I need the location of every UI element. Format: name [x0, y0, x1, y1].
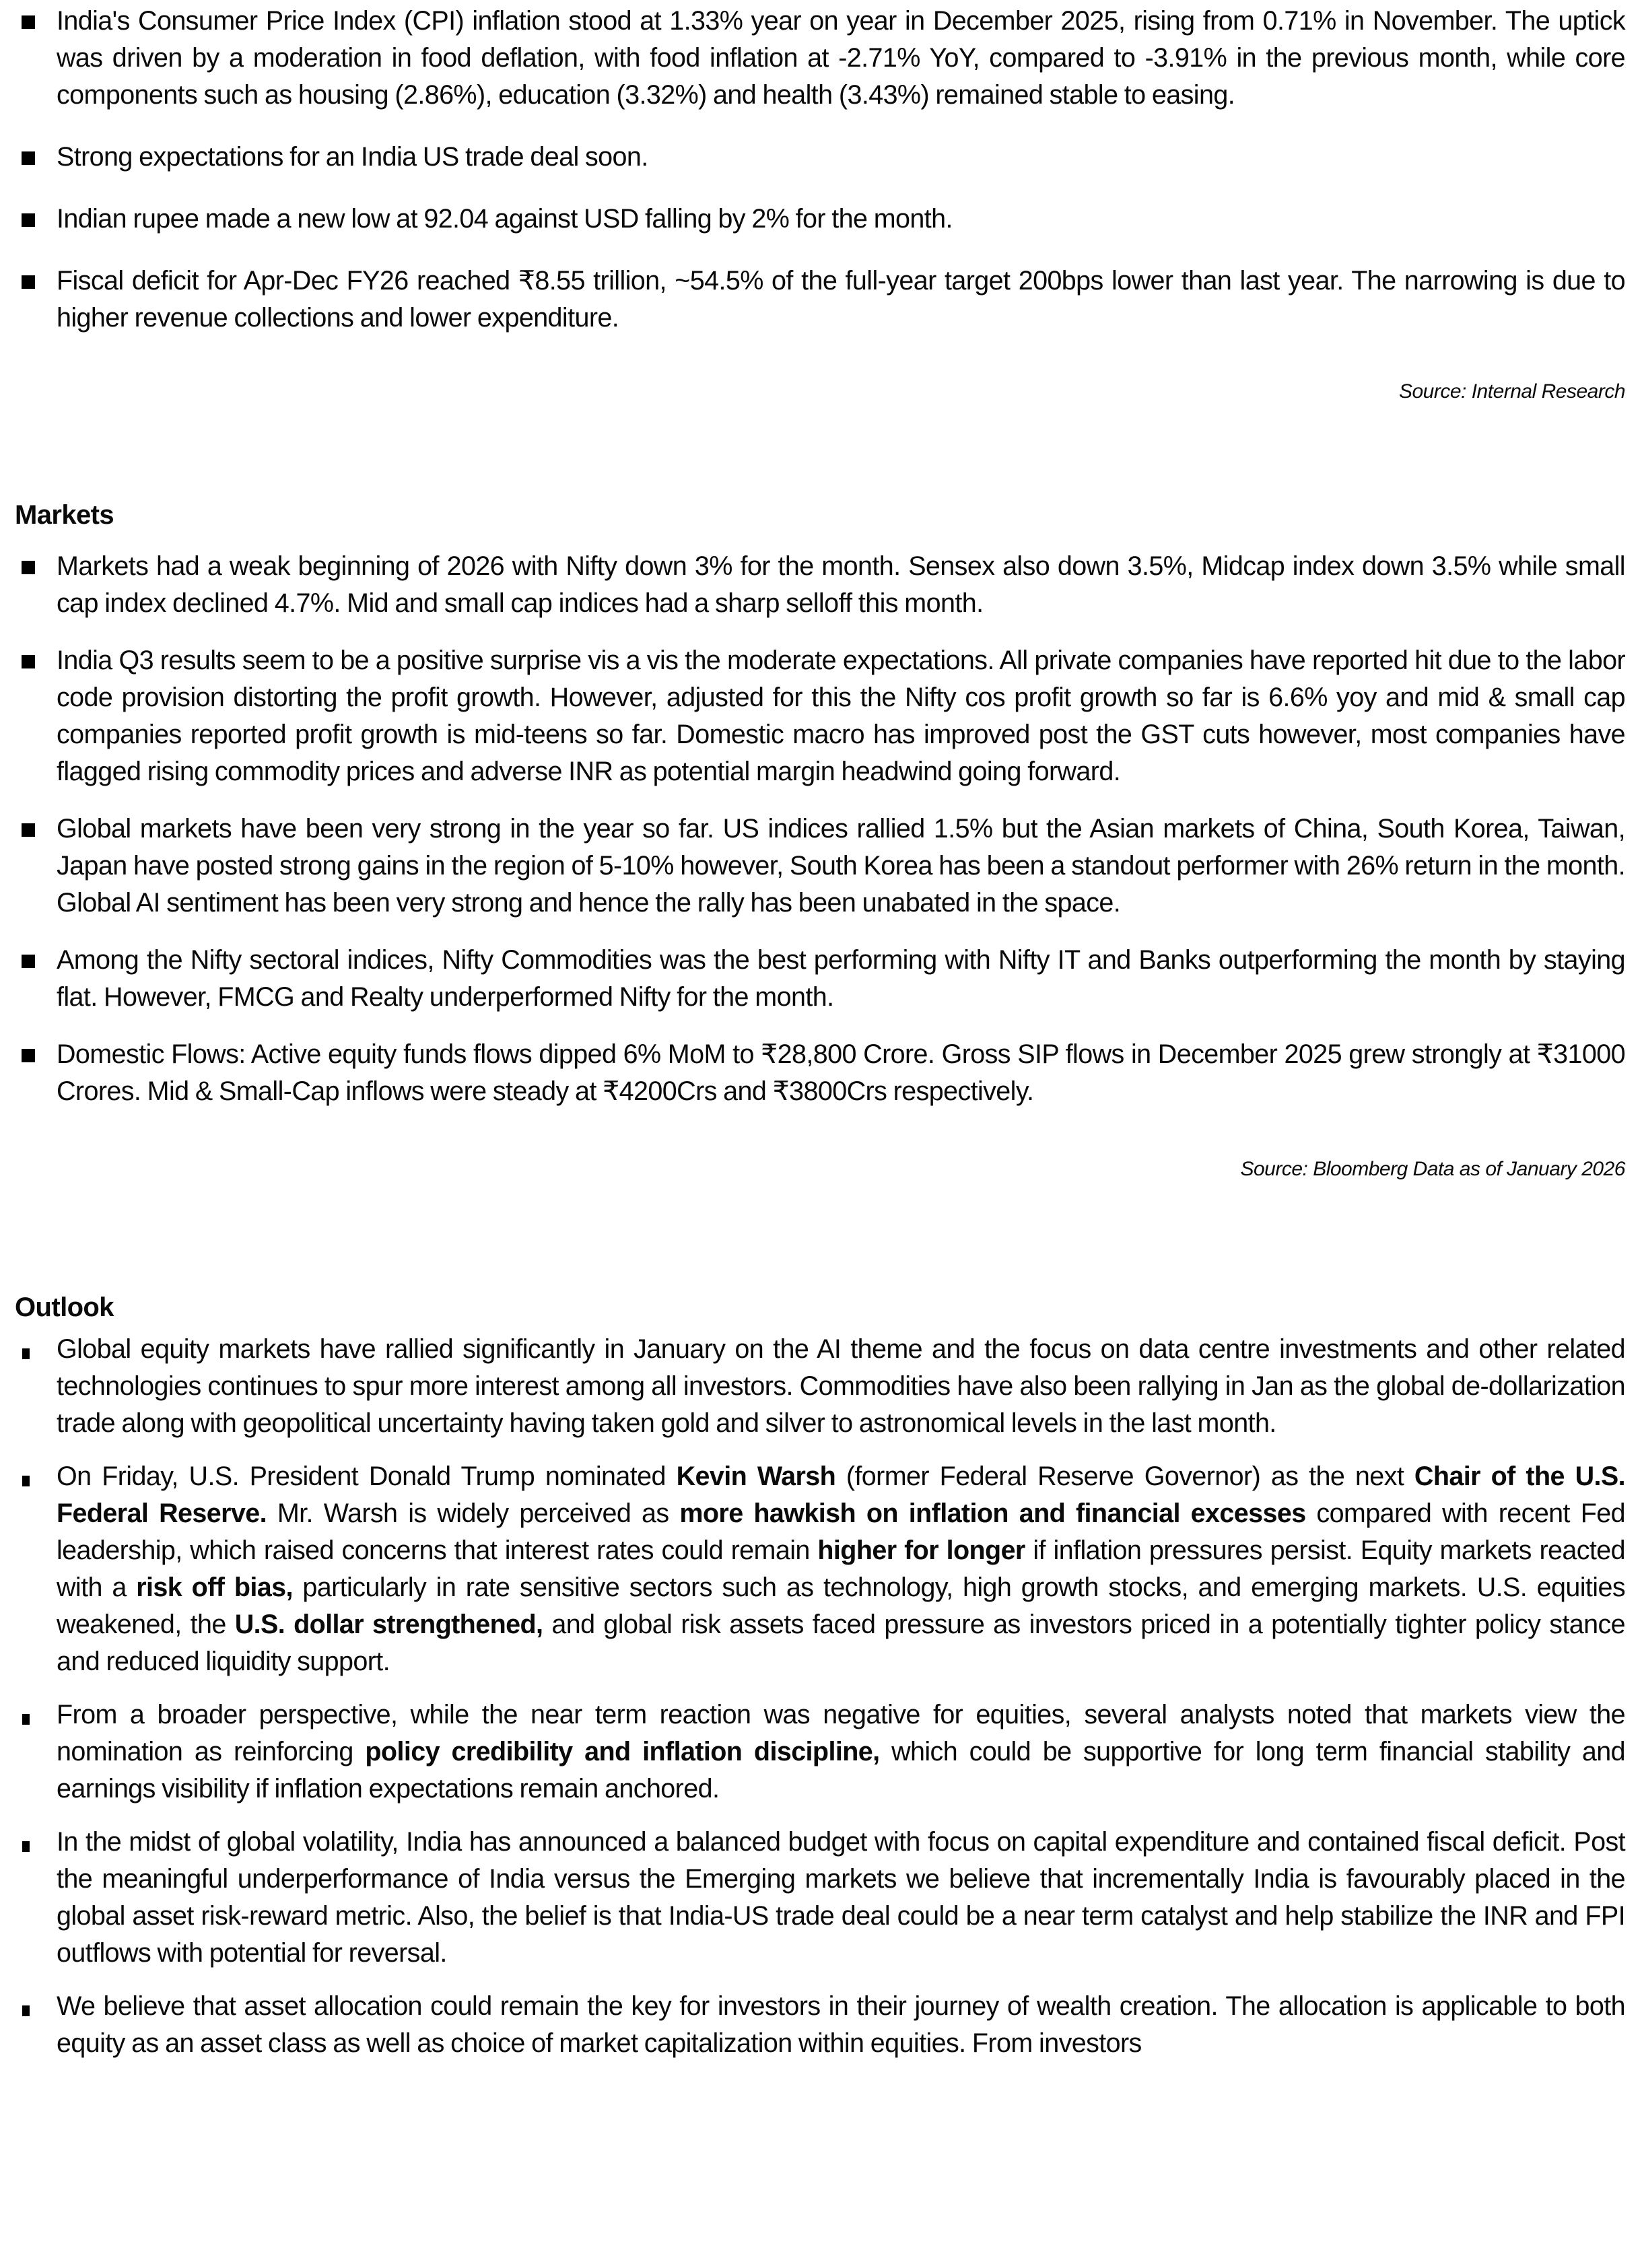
bullet-text: Among the Nifty sectoral indices, Nifty Commodities was the best performing with Nifty IT and Banks outperforming the month by staying flat. However, FMCG and Realty underperformed Nifty for the month.	[57, 945, 1625, 1012]
markets-bullet-sectoral	[15, 942, 1625, 1016]
economy-bullet-rupee	[15, 201, 1625, 238]
economy-bullet-list	[15, 3, 1625, 337]
outlook-bullet-india-budget	[15, 1824, 1625, 1972]
square-bullet-icon	[22, 1348, 30, 1359]
bullet-bold-segment: more hawkish on inflation and financial excesses	[679, 1499, 1306, 1528]
markets-bullet-global	[15, 811, 1625, 922]
bullet-text-segment: particularly in rate sensitive sectors such as technology, high growth stocks, and emerging markets. U.S. equities weakened, the	[57, 1573, 1625, 1639]
square-bullet-icon	[22, 1714, 30, 1725]
bullet-bold-segment: higher for longer	[817, 1536, 1025, 1565]
bullet-text: Global markets have been very strong in the year so far. US indices rallied 1.5% but the Asian markets of China, South Korea, Taiwan, Japan have posted strong gains in the region of 5-10% however, South Korea has been a standout performer with 26% return in the month. Global AI sentiment has been very strong and hence the rally has been unabated in the space.	[57, 814, 1625, 918]
square-bullet-icon	[22, 1476, 30, 1486]
bullet-text: Global equity markets have rallied significantly in January on the AI theme and the focus on data centre investments and other related technologies continues to spur more interest among all investors. Commodities have also been rallying in Jan as the global de-dollarization trade along with geopolitical uncertainty having taken gold and silver to astronomical levels in the last month.	[57, 1334, 1625, 1438]
economy-source-note: Source: Internal Research	[1398, 380, 1625, 403]
bullet-text-segment: Mr. Warsh is widely perceived as	[267, 1499, 680, 1528]
bullet-bold-segment: U.S. dollar strengthened,	[234, 1610, 543, 1639]
bullet-text-segment: On Friday, U.S. President Donald Trump nominated	[57, 1462, 677, 1491]
square-bullet-icon	[22, 1841, 30, 1852]
bullet-text: Markets had a weak beginning of 2026 with Nifty down 3% for the month. Sensex also down 3.5%, Midcap index down 3.5% while small cap index declined 4.7%. Mid and small cap indices had a sharp selloff this month.	[57, 551, 1625, 618]
bullet-text-segment: (former Federal Reserve Governor) as the next	[835, 1462, 1414, 1491]
outlook-bullet-global-rally	[15, 1331, 1625, 1442]
bullet-text-segment: which could be supportive for long term financial stability and earnings visibility if inflation expectations remain anchored.	[57, 1737, 1625, 1803]
outlook-bullet-broader-perspective	[15, 1696, 1625, 1808]
bullet-bold-segment: Chair of the U.S. Federal Reserve.	[57, 1462, 1626, 1528]
bullet-text: India Q3 results seem to be a positive surprise vis a vis the moderate expectations. All private companies have reported hit due to the labor code provision distorting the profit growth. However, adjusted for this the Nifty cos profit growth so far is 6.6% yoy and mid & small cap companies reported profit growth is mid-teens so far. Domestic macro has improved post the GST cuts however, most companies have flagged rising commodity prices and adverse INR as potential margin headwind going forward.	[57, 646, 1625, 786]
bullet-text: We believe that asset allocation could remain the key for investors in their journey of wealth creation. The allocation is applicable to both equity as an asset class as well as choice of market capitalization within equities. From investors	[57, 1991, 1625, 2058]
bullet-bold-segment: policy credibility and inflation discipline,	[365, 1737, 880, 1766]
square-bullet-icon	[22, 2005, 30, 2016]
outlook-bullet-fed-chair	[15, 1458, 1625, 1680]
square-bullet-icon	[22, 275, 35, 289]
outlook-heading: Outlook	[15, 1293, 114, 1322]
square-bullet-icon	[22, 15, 35, 29]
square-bullet-icon	[22, 151, 35, 165]
square-bullet-icon	[22, 561, 35, 574]
square-bullet-icon	[22, 1049, 35, 1062]
square-bullet-icon	[22, 213, 35, 227]
economy-bullet-fiscal-deficit	[15, 263, 1625, 337]
bullet-text: In the midst of global volatility, India has announced a balanced budget with focus on capital expenditure and contained fiscal deficit. Post the meaningful underperformance of India versus the Emerging markets we believe that incrementally India is favourably placed in the global asset risk-reward metric. Also, the belief is that India-US trade deal could be a near term catalyst and help stabilize the INR and FPI outflows with potential for reversal.	[57, 1827, 1625, 1968]
outlook-bullet-asset-allocation	[15, 1988, 1625, 2062]
markets-heading: Markets	[15, 500, 114, 530]
bullet-text-segment: and global risk assets faced pressure as investors priced in a potentially tighter policy stance and reduced liquidity support.	[57, 1610, 1625, 1676]
square-bullet-icon	[22, 655, 35, 668]
markets-bullet-indices	[15, 548, 1625, 622]
bullet-text: Indian rupee made a new low at 92.04 against USD falling by 2% for the month.	[57, 204, 953, 234]
bullet-bold-segment: Kevin Warsh	[676, 1462, 836, 1491]
markets-bullet-domestic-flows	[15, 1036, 1625, 1110]
markets-bullet-list	[15, 548, 1625, 1110]
bullet-text: Strong expectations for an India US trade deal soon.	[57, 142, 648, 172]
outlook-bullet-list	[15, 1331, 1625, 2062]
bullet-bold-segment: risk off bias,	[136, 1573, 293, 1602]
bullet-text: Domestic Flows: Active equity funds flows dipped 6% MoM to ₹28,800 Crore. Gross SIP flows in December 2025 grew strongly at ₹31000 Crores. Mid & Small-Cap inflows were steady at ₹4200Crs and ₹3800Crs respectively.	[57, 1039, 1625, 1106]
square-bullet-icon	[22, 955, 35, 968]
economy-bullet-trade-deal	[15, 139, 1625, 176]
bullet-text-segment: compared with recent Fed leadership, which raised concerns that interest rates could remain	[57, 1499, 1626, 1565]
bullet-text: Fiscal deficit for Apr-Dec FY26 reached ₹8.55 trillion, ~54.5% of the full-year target 200bps lower than last year. The narrowing is due to higher revenue collections and lower expenditure.	[57, 266, 1625, 333]
economy-bullet-cpi	[15, 3, 1625, 114]
bullet-text-segment: From a broader perspective, while the near term reaction was negative for equities, several analysts noted that markets view the nomination as reinforcing	[57, 1700, 1625, 1766]
markets-source-note: Source: Bloomberg Data as of January 2026	[1240, 1158, 1625, 1180]
bullet-text: India's Consumer Price Index (CPI) inflation stood at 1.33% year on year in December 2025, rising from 0.71% in November. The uptick was driven by a moderation in food deflation, with food inflation at -2.71% YoY, compared to -3.91% in the previous month, while core components such as housing (2.86%), education (3.32%) and health (3.43%) remained stable to easing.	[57, 6, 1625, 110]
markets-bullet-q3-results	[15, 642, 1625, 790]
bullet-text-segment: if inflation pressures persist. Equity markets reacted with a	[57, 1536, 1625, 1602]
square-bullet-icon	[22, 823, 35, 837]
